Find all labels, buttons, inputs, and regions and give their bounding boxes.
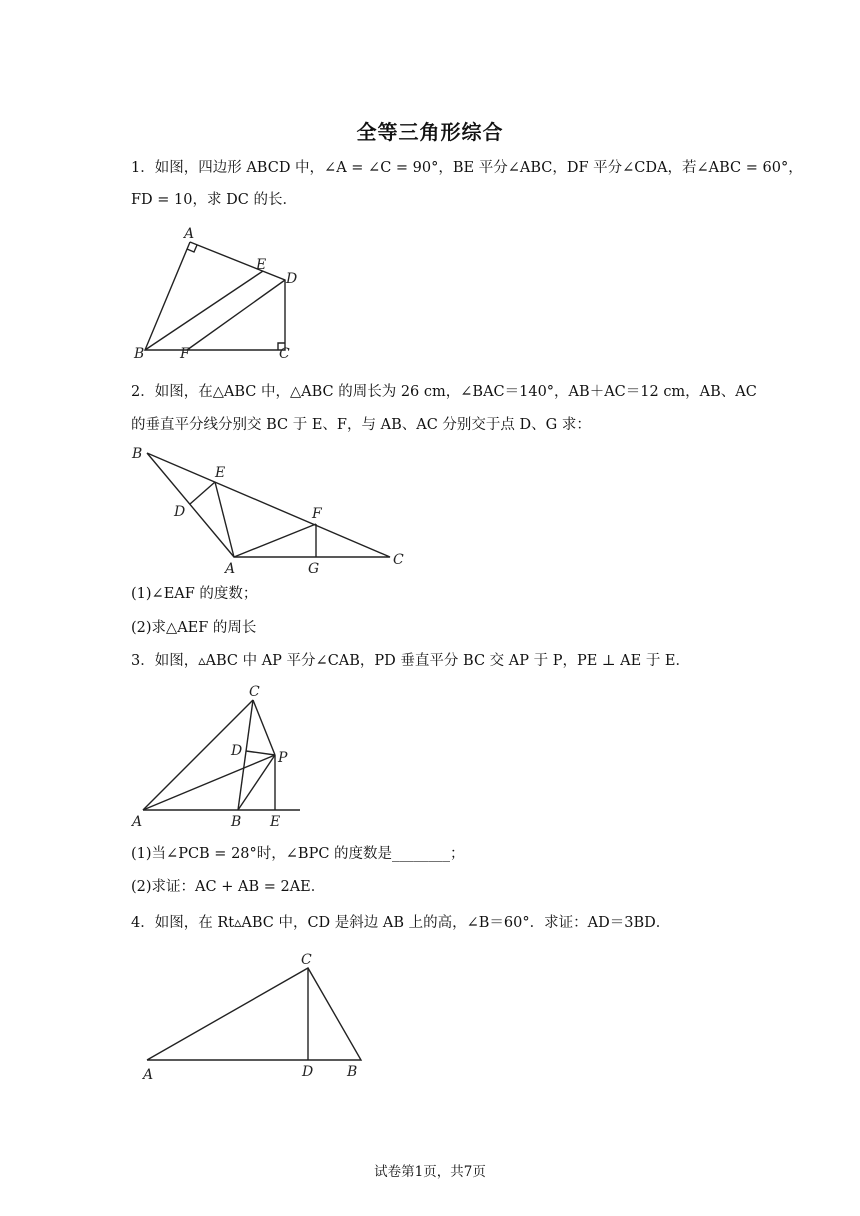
- q1-label-A: A: [184, 226, 195, 242]
- q1-figure: [130, 222, 310, 362]
- q1-label-B: B: [134, 346, 145, 362]
- q2-label-B: B: [132, 446, 143, 462]
- q4-label-C: C: [301, 952, 312, 968]
- q2-segment-AF: [234, 524, 316, 557]
- q4-label-B: B: [347, 1064, 358, 1080]
- q3-figure: [130, 680, 310, 830]
- q2-subquestion-1: (1)∠EAF 的度数；: [131, 586, 258, 602]
- q1-label-F: F: [180, 346, 190, 362]
- q3-label-D: D: [231, 743, 243, 759]
- q4-label-D: D: [302, 1064, 314, 1080]
- q2-figure: [130, 440, 420, 580]
- q3-label-B: B: [231, 814, 242, 830]
- q2-label-D: D: [174, 504, 186, 520]
- q2-text-line2: 的垂直平分线分别交 BC 于 E、F，与 AB、AC 分别交于点 D、G 求：: [131, 417, 591, 433]
- q3-segment-CP: [253, 700, 275, 755]
- q3-label-A: A: [132, 814, 143, 830]
- page-title: 全等三角形综合: [356, 120, 504, 144]
- q1-text-line2: FD = 10，求 DC 的长．: [131, 192, 297, 208]
- q2-label-G: G: [308, 561, 320, 577]
- q3-label-E: E: [270, 814, 281, 830]
- q2-label-E: E: [215, 465, 226, 481]
- q3-text-line1: 3．如图，▵ABC 中 AP 平分∠CAB，PD 垂直平分 BC 交 AP 于 P，PE ⊥ AE 于 E．: [131, 653, 691, 669]
- q2-label-C: C: [393, 552, 404, 568]
- q1-segment-FD: [187, 280, 285, 350]
- q1-text-line1: 1．如图，四边形 ABCD 中，∠A = ∠C = 90°，BE 平分∠ABC，DF 平分∠CDA，若∠ABC = 60°，: [131, 160, 803, 176]
- q3-segment-DP: [246, 751, 275, 755]
- q4-figure: [130, 945, 380, 1085]
- q1-label-D: D: [286, 271, 298, 287]
- q2-text-line1: 2．如图，在△ABC 中，△ABC 的周长为 26 cm，∠BAC＝140°，AB＋AC＝12 cm，AB、AC: [131, 384, 757, 400]
- q1-label-E: E: [256, 257, 267, 273]
- q4-triangle: [147, 968, 361, 1060]
- q3-label-P: P: [278, 750, 288, 766]
- q2-subquestion-2: (2)求△AEF 的周长: [131, 620, 257, 636]
- q3-subquestion-2: (2)求证：AC + AB = 2AE．: [131, 879, 326, 895]
- q2-segment-DE: [190, 482, 215, 504]
- q3-subquestion-1: (1)当∠PCB = 28°时，∠BPC 的度数是________；: [131, 846, 465, 862]
- q3-segment-AP: [143, 755, 275, 810]
- q2-label-F: F: [312, 506, 322, 522]
- q4-label-A: A: [143, 1067, 154, 1083]
- page-footer: 试卷第1页，共7页: [374, 1164, 486, 1180]
- q2-label-A: A: [225, 561, 236, 577]
- q3-label-C: C: [249, 684, 260, 700]
- q4-text-line1: 4．如图，在 Rt▵ABC 中，CD 是斜边 AB 上的高，∠B＝60°．求证：AD＝3BD．: [131, 915, 671, 931]
- q1-label-C: C: [279, 346, 290, 362]
